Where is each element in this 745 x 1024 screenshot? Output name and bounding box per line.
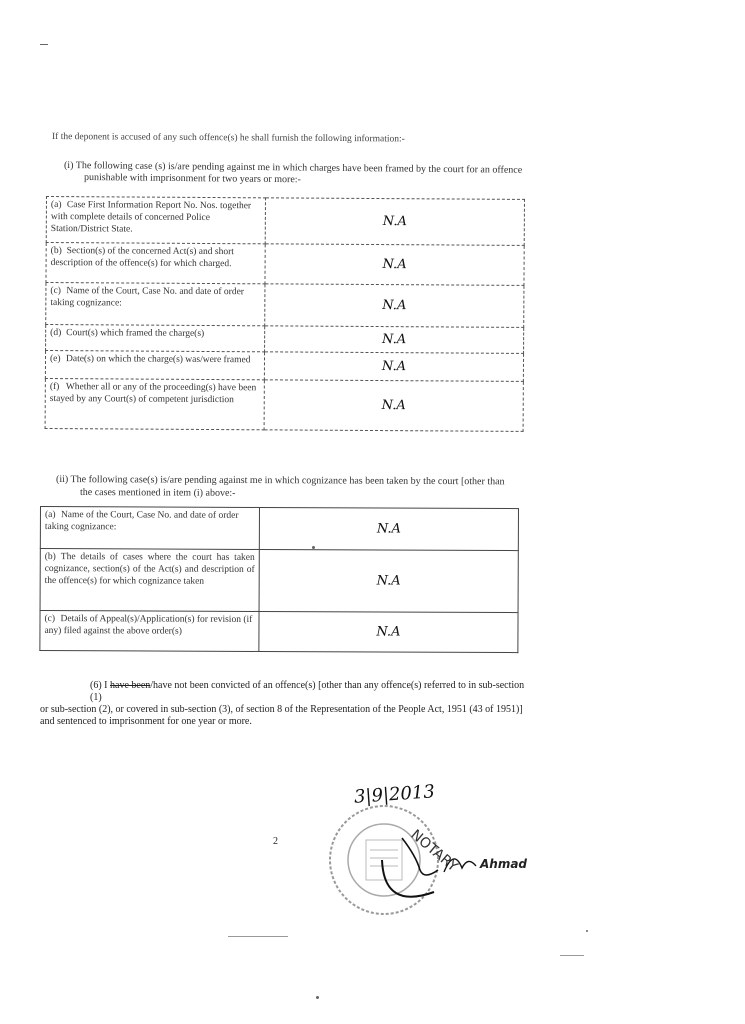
table-row [45,378,523,431]
scan-speck [560,955,584,956]
row-answer: N.A [265,198,524,246]
row-label: (b) [50,246,62,257]
signature-icon [440,842,530,882]
table-row [40,507,518,551]
para6-line2: or sub-section (2), or covered in sub-section (3), of section 8 of the Representation of the People Act, 1951 (43 of 1951)] [40,704,523,715]
para6-number: (6) I [90,680,108,691]
row-question: The details of cases where the court has taken cognizance, section(s) of the Act(s) and description of the offence(s) for which cognizance taken [44,552,255,587]
row-question: Name of the Court, Case No. and date of order taking cognizance: [44,510,239,533]
item-ii-line2: the cases mentioned in item (i) above:- [79,487,236,499]
item-i-text: The following case (s) is/are pending against me in which charges have been framed by the court for an offence [75,160,523,176]
row-label: (d) [50,328,62,339]
notary-seal-icon [324,800,461,920]
table-row [46,197,524,246]
row-question: Section(s) of the concerned Act(s) and short description of the offence(s) for which charged. [50,246,234,270]
row-answer: N.A [259,549,518,612]
scan-speck [316,996,319,999]
row-answer: N.A [265,326,524,354]
row-answer: N.A [265,244,524,286]
item-i-line2: punishable with imprisonment for two years or more:- [83,172,301,186]
row-question: Whether all or any of the proceeding(s) have been stayed by any Court(s) of competent jurisdiction [49,382,257,406]
row-question: Case First Information Report No. Nos. together with complete details of concerned Police Station/District State. [50,200,252,235]
item-ii-number: (ii) [55,474,69,486]
para6-line3: and sentenced to imprisonment for one year or more. [40,716,252,727]
scan-speck [228,936,288,937]
page-number: 2 [273,836,278,847]
row-question: Court(s) which framed the charge(s) [66,328,205,339]
para6-struck-text: have been [110,680,151,691]
table-row [46,283,524,328]
row-label: (a) [50,200,62,211]
row-answer: N.A [259,611,518,652]
table-row [46,243,524,286]
row-label: (c) [44,614,56,625]
row-answer: N.A [264,352,523,382]
cognizance-table [39,506,519,653]
table-row [46,325,524,354]
handwritten-date: 3|9|2013 [353,781,436,808]
scan-speck [586,930,588,932]
row-label: (f) [49,382,60,393]
row-label: (c) [50,286,61,297]
row-answer: N.A [265,284,524,328]
row-answer: N.A [259,507,518,550]
paragraph-6 [40,680,530,728]
row-question: Name of the Court, Case No. and date of order taking cognizance: [50,286,244,309]
para6-text: /have not been convicted of an offence(s) [other than any offence(s) referred to in sub-section (1) [90,680,525,703]
row-label: (e) [49,354,61,365]
table-row [40,611,518,653]
row-answer: N.A [264,380,523,432]
scan-speck [40,44,48,45]
intro-text: If the deponent is accused of any such offence(s) he shall furnish the following information:- [51,132,405,145]
scan-speck [312,546,315,549]
item-ii-line1 [56,474,505,487]
item-ii-text: The following case(s) is/are pending against me in which cognizance has been taken by the court [other than [70,474,505,488]
row-question: Details of Appeal(s)/Application(s) for revision (if any) filed against the above order(s) [44,614,253,637]
row-question: Date(s) on which the charge(s) was/were framed [65,354,251,366]
charges-table [45,196,525,432]
item-i-number: (i) [63,160,74,172]
row-label: (b) [44,552,56,563]
signature-text: Ahmad [480,857,528,871]
table-row [40,549,518,613]
row-label: (a) [44,510,56,521]
table-row [45,351,523,382]
seal-text: NOTARY [407,826,461,876]
